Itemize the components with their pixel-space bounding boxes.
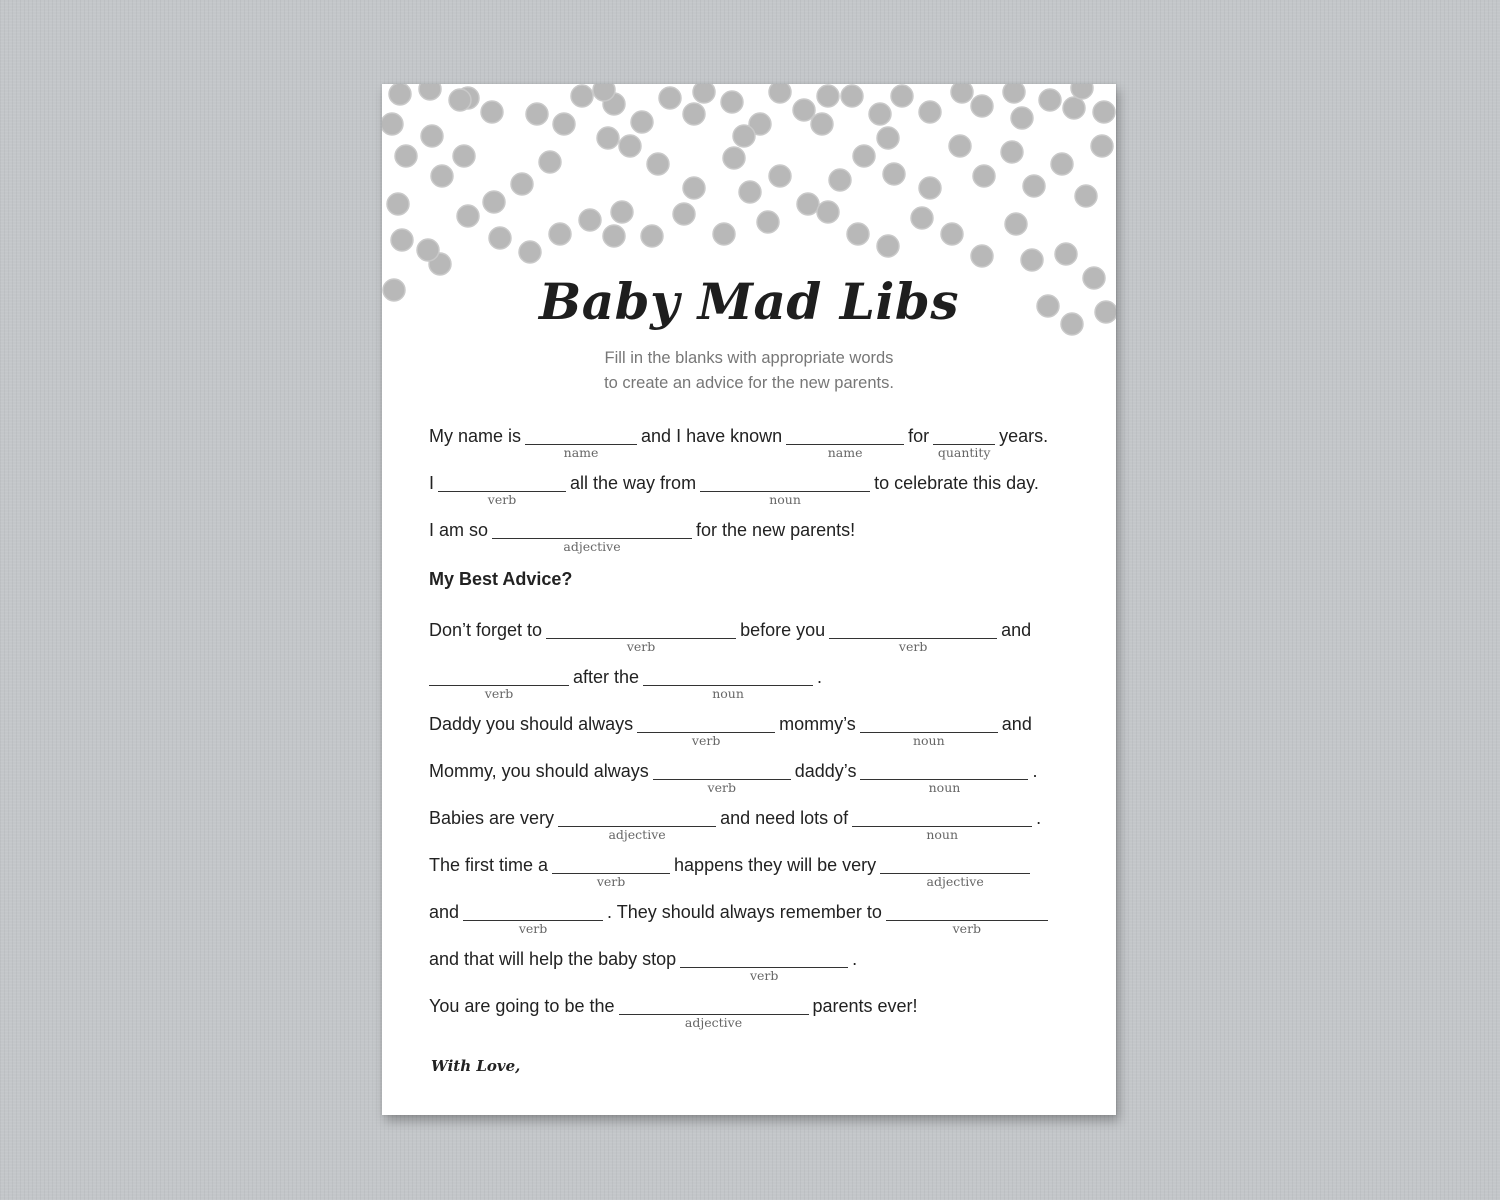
confetti-dot: [553, 113, 575, 135]
confetti-dot: [1075, 185, 1097, 207]
confetti-dot: [847, 223, 869, 245]
blank-hint-label: adjective: [684, 1015, 743, 1030]
confetti-dot: [877, 235, 899, 257]
confetti-dot: [382, 113, 403, 135]
confetti-dot: [769, 165, 791, 187]
confetti-dot: [579, 209, 601, 231]
confetti-dot: [539, 151, 561, 173]
confetti-dot: [571, 85, 593, 107]
story-text: daddy’s: [794, 761, 857, 781]
blank-field-adjective[interactable]: [880, 853, 1030, 889]
confetti-dot: [1003, 84, 1025, 103]
instructions: [382, 346, 1116, 396]
story-text: for the new parents!: [696, 520, 856, 540]
story-text: happens they will be very: [674, 855, 877, 875]
blank-hint-label: verb: [707, 780, 736, 795]
story-text: Babies are very: [429, 808, 555, 828]
story-text: Mommy, you should always: [429, 761, 649, 781]
advice-heading: My Best Advice?: [429, 569, 573, 589]
page-title: Baby Mad Libs: [539, 272, 959, 331]
story-text: The first time a: [429, 855, 549, 875]
confetti-dot: [841, 85, 863, 107]
confetti-dot: [919, 101, 941, 123]
blank-field-verb[interactable]: [637, 712, 775, 748]
confetti-dot: [1005, 213, 1027, 235]
story-text: and: [1001, 620, 1032, 640]
story-text: and need lots of: [720, 808, 849, 828]
confetti-dot: [453, 145, 475, 167]
confetti-dot: [603, 225, 625, 247]
story-text: You are going to be the: [429, 996, 615, 1016]
story-text: and that will help the baby stop: [429, 949, 677, 969]
confetti-dot: [1039, 89, 1061, 111]
instructions-line-2: to create an advice for the new parents.: [604, 374, 894, 392]
confetti-dot: [951, 84, 973, 103]
confetti-dot: [619, 135, 641, 157]
blank-hint-label: adjective: [608, 827, 666, 842]
confetti-dot: [971, 95, 993, 117]
confetti-dot: [817, 201, 839, 223]
story-text: and: [429, 902, 460, 922]
blank-hint-label: noun: [712, 686, 744, 701]
story-text: and I have known: [641, 426, 783, 446]
story-text: . They should always remember to: [607, 902, 882, 922]
blank-hint-label: verb: [626, 639, 656, 654]
signoff-text: With Love,: [431, 1057, 521, 1075]
confetti-dot: [877, 127, 899, 149]
confetti-dot: [713, 223, 735, 245]
blank-hint-label: noun: [926, 827, 959, 842]
confetti-dot: [941, 223, 963, 245]
confetti-dot: [1021, 249, 1043, 271]
confetti-dot: [1011, 107, 1033, 129]
confetti-dot: [659, 87, 681, 109]
blank-hint-label: noun: [912, 733, 945, 748]
blank-field-noun[interactable]: [852, 806, 1032, 842]
blank-field-name[interactable]: [786, 424, 904, 460]
blank-field-verb[interactable]: [546, 618, 736, 654]
confetti-dot: [733, 125, 755, 147]
story-text: and: [1001, 714, 1032, 734]
blank-field-adjective[interactable]: [558, 806, 716, 842]
confetti-dot: [597, 127, 619, 149]
blank-hint-label: verb: [484, 686, 514, 701]
confetti-dot: [526, 103, 548, 125]
story-line: [429, 853, 1034, 889]
blank-hint-label: name: [563, 445, 599, 460]
blank-hint-label: adjective: [563, 539, 621, 554]
mad-libs-card: [382, 84, 1116, 1115]
story-line: [429, 518, 856, 554]
confetti-dot: [449, 89, 471, 111]
blank-hint-label: verb: [691, 733, 721, 748]
blank-hint-label: verb: [749, 968, 779, 983]
confetti-dot: [891, 85, 913, 107]
confetti-dot: [457, 205, 479, 227]
blank-hint-label: adjective: [926, 874, 984, 889]
blank-field-noun[interactable]: [700, 471, 870, 507]
story-line: [429, 900, 1052, 936]
blank-field-verb[interactable]: [552, 853, 670, 889]
story-text: Don’t forget to: [429, 620, 543, 640]
confetti-dot: [1091, 135, 1113, 157]
blank-field-verb[interactable]: [429, 665, 569, 701]
blank-field-noun[interactable]: [860, 759, 1028, 795]
blank-field-noun[interactable]: [860, 712, 998, 748]
story-line: [429, 759, 1038, 795]
story-text: after the: [573, 667, 640, 687]
blank-hint-label: noun: [928, 780, 961, 795]
confetti-dot: [641, 225, 663, 247]
confetti-dot: [911, 207, 933, 229]
story-text: I: [429, 473, 435, 493]
story-text: .: [817, 667, 823, 687]
story-text: .: [1032, 761, 1038, 781]
story-line: [429, 712, 1032, 748]
story-text: .: [852, 949, 858, 969]
confetti-dot: [647, 153, 669, 175]
confetti-dot: [973, 165, 995, 187]
story-text: Daddy you should always: [429, 714, 634, 734]
confetti-dot: [769, 84, 791, 103]
confetti-dot: [797, 193, 819, 215]
story-text: My name is: [429, 426, 522, 446]
confetti-dot: [919, 177, 941, 199]
confetti-dot: [883, 163, 905, 185]
blank-hint-label: verb: [952, 921, 982, 936]
story-text: .: [1036, 808, 1042, 828]
confetti-dot: [387, 193, 409, 215]
blank-field-name[interactable]: [525, 424, 637, 460]
confetti-dot: [829, 169, 851, 191]
story-line: [429, 424, 1049, 460]
blank-field-noun[interactable]: [643, 665, 813, 701]
confetti-dot: [683, 103, 705, 125]
confetti-dot: [389, 84, 411, 105]
blank-field-verb[interactable]: [438, 471, 566, 507]
confetti-dot: [1063, 97, 1085, 119]
blank-hint-label: verb: [487, 492, 517, 507]
confetti-dot: [611, 201, 633, 223]
story-text: mommy’s: [779, 714, 856, 734]
confetti-dot: [631, 111, 653, 133]
confetti-dot: [549, 223, 571, 245]
confetti-dot: [721, 91, 743, 113]
confetti-dot: [869, 103, 891, 125]
confetti-dot: [853, 145, 875, 167]
blank-field-verb[interactable]: [680, 947, 848, 983]
confetti-dot: [1023, 175, 1045, 197]
confetti-dot: [1071, 84, 1093, 99]
story-text: parents ever!: [812, 996, 918, 1016]
story-text: before you: [740, 620, 826, 640]
confetti-dot: [481, 101, 503, 123]
confetti-dot: [421, 125, 443, 147]
confetti-dot: [971, 245, 993, 267]
confetti-dot: [483, 191, 505, 213]
blank-hint-label: name: [827, 445, 863, 460]
story-text: all the way from: [570, 473, 697, 493]
confetti-dot: [489, 227, 511, 249]
confetti-dot: [949, 135, 971, 157]
story-text: I am so: [429, 520, 489, 540]
confetti-dot: [519, 241, 541, 263]
blank-hint-label: quantity: [937, 445, 991, 460]
story-text: to celebrate this day.: [874, 473, 1039, 493]
blank-field-verb[interactable]: [886, 900, 1048, 936]
story-line: [429, 947, 858, 983]
confetti-dot: [1051, 153, 1073, 175]
confetti-dot: [395, 145, 417, 167]
confetti-dot: [417, 239, 439, 261]
confetti-dot: [431, 165, 453, 187]
story-line: [429, 994, 918, 1030]
blank-field-verb[interactable]: [829, 618, 997, 654]
instructions-line-1: Fill in the blanks with appropriate words: [604, 349, 894, 367]
story-text: for: [908, 426, 930, 446]
story-line: [429, 618, 1032, 654]
confetti-dot: [419, 84, 441, 100]
blank-field-verb[interactable]: [463, 900, 603, 936]
blank-hint-label: verb: [898, 639, 928, 654]
confetti-dot: [1055, 243, 1077, 265]
story-line: [429, 665, 823, 701]
confetti-dot: [683, 177, 705, 199]
confetti-dot: [673, 203, 695, 225]
story-text: years.: [999, 426, 1049, 446]
confetti-dot: [793, 99, 815, 121]
confetti-dot: [723, 147, 745, 169]
confetti-dot: [391, 229, 413, 251]
confetti-dot: [739, 181, 761, 203]
blank-field-adjective[interactable]: [492, 518, 692, 554]
confetti-dot: [1093, 101, 1115, 123]
blank-hint-label: noun: [769, 492, 801, 507]
blank-field-verb[interactable]: [653, 759, 791, 795]
confetti-dot: [693, 84, 715, 103]
confetti-dot: [811, 113, 833, 135]
blank-field-quantity[interactable]: [933, 424, 995, 460]
confetti-dot: [511, 173, 533, 195]
blank-hint-label: verb: [596, 874, 626, 889]
confetti-dot: [757, 211, 779, 233]
confetti-dot: [817, 85, 839, 107]
confetti-dot: [593, 84, 615, 101]
blank-hint-label: verb: [518, 921, 548, 936]
confetti-dot: [1001, 141, 1023, 163]
story-line: [429, 806, 1042, 842]
blank-field-adjective[interactable]: [619, 994, 809, 1030]
story-line: [429, 471, 1039, 507]
